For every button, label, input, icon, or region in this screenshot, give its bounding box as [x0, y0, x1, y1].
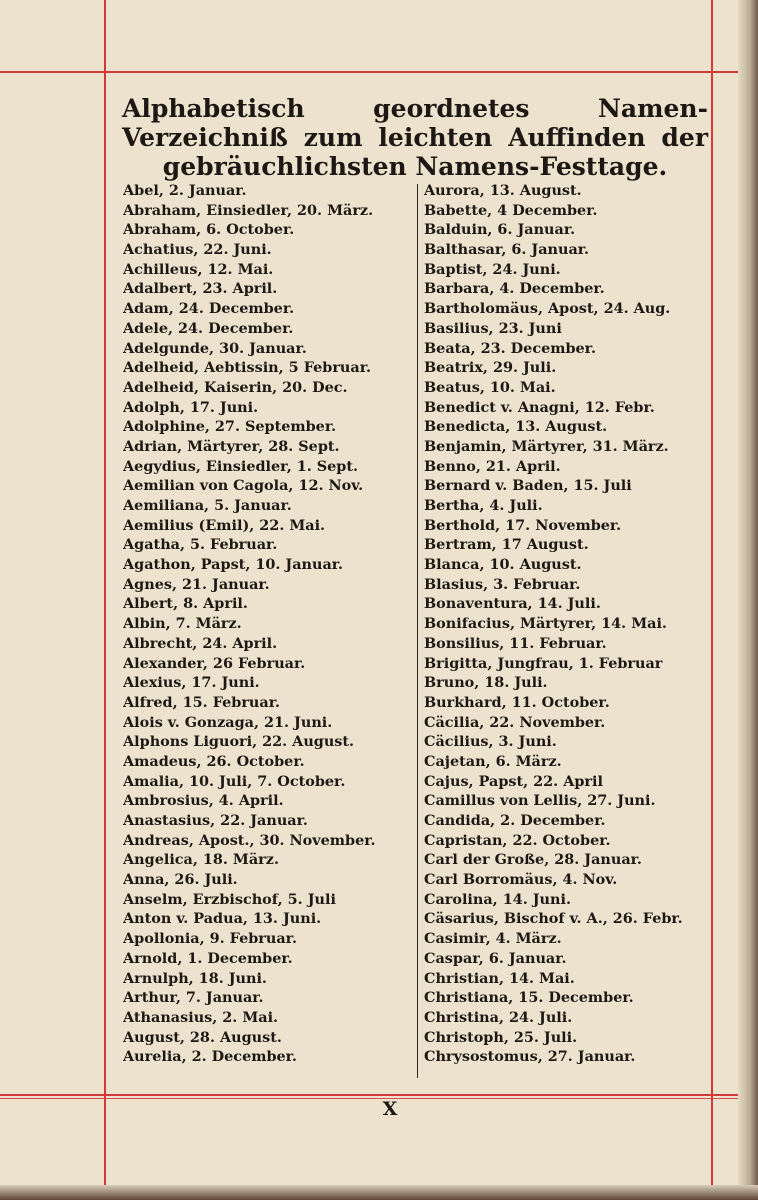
- name-day-entry: Balduin, 6. Januar.: [424, 221, 576, 239]
- name-day-entry: Berthold, 17. November.: [424, 516, 622, 534]
- name-day-entry: Amadeus, 26. October.: [123, 752, 305, 770]
- name-day-entry: Alfred, 15. Februar.: [123, 693, 280, 711]
- page-bottom-edge: [0, 1185, 758, 1200]
- name-day-entry: Christiana, 15. December.: [424, 989, 634, 1007]
- name-day-entry: Adolphine, 27. September.: [123, 418, 337, 436]
- name-day-entry: Christina, 24. Juli.: [424, 1008, 573, 1026]
- name-day-entry: Agathon, Papst, 10. Januar.: [123, 556, 344, 574]
- name-day-entry: Candida, 2. December.: [424, 812, 606, 829]
- name-day-entry: Abraham, Einsiedler, 20. März.: [123, 201, 374, 219]
- name-day-entry: Anna, 26. Juli.: [123, 871, 238, 889]
- name-day-entry: Anselm, Erzbischof, 5. Juli: [123, 890, 336, 908]
- column-divider: [417, 184, 418, 1078]
- name-day-entry: Arthur, 7. Januar.: [123, 989, 264, 1007]
- name-day-entry: Beata, 23. December.: [424, 339, 596, 357]
- name-day-entry: Achatius, 22. Juni.: [123, 241, 272, 259]
- name-day-entry: Casimir, 4. März.: [424, 930, 562, 948]
- name-day-entry: Bruno, 18. Juli.: [424, 674, 548, 692]
- name-day-entry: Christoph, 25. Juli.: [424, 1028, 578, 1046]
- name-day-entry: Baptist, 24. Juni.: [424, 260, 561, 278]
- name-day-entry: Babette, 4 December.: [424, 201, 598, 219]
- top-margin-rule: [0, 71, 738, 73]
- name-day-entry: Adele, 24. December.: [123, 319, 294, 337]
- name-day-entry: Arnold, 1. December.: [123, 949, 293, 967]
- name-day-entry: Bonsilius, 11. Februar.: [424, 634, 607, 652]
- name-day-entry: Brigitta, Jungfrau, 1. Februar: [424, 654, 663, 672]
- name-day-entry: Adelheid, Aebtissin, 5 Februar.: [123, 359, 371, 377]
- name-day-entry: Anastasius, 22. Januar.: [123, 812, 308, 829]
- name-day-entry: Benno, 21. April.: [424, 457, 561, 475]
- name-day-entry: August, 28. August.: [123, 1028, 282, 1046]
- name-day-entry: Chrysostomus, 27. Januar.: [424, 1048, 636, 1066]
- name-day-entry: Carl der Große, 28. Januar.: [424, 851, 642, 869]
- name-day-entry: Agnes, 21. Januar.: [123, 575, 270, 593]
- name-day-entry: Adrian, Märtyrer, 28. Sept.: [123, 437, 340, 455]
- name-day-entry: Angelica, 18. März.: [123, 851, 279, 869]
- name-day-entry: Alphons Liguori, 22. August.: [123, 733, 355, 751]
- name-day-entry: Adelheid, Kaiserin, 20. Dec.: [123, 378, 348, 396]
- page-edge-shadow: [738, 0, 758, 1200]
- name-day-entry: Aurora, 13. August.: [424, 182, 582, 199]
- name-day-entry: Capristan, 22. October.: [424, 831, 611, 849]
- left-name-column: [123, 181, 411, 1067]
- name-day-entry: Albin, 7. März.: [123, 615, 242, 633]
- name-day-entry: Bernard v. Baden, 15. Juli: [424, 477, 632, 495]
- right-name-column: [424, 181, 704, 1067]
- name-day-entry: Bonaventura, 14. Juli.: [424, 595, 601, 613]
- name-day-entry: Aemilian von Cagola, 12. Nov.: [123, 477, 364, 495]
- name-day-entry: Aemiliana, 5. Januar.: [123, 497, 292, 514]
- name-day-entry: Aurelia, 2. December.: [123, 1048, 297, 1066]
- name-day-entry: Agatha, 5. Februar.: [123, 536, 278, 554]
- name-day-entry: Achilleus, 12. Mai.: [123, 260, 274, 278]
- name-day-entry: Carl Borromäus, 4. Nov.: [424, 871, 618, 889]
- name-day-entry: Barbara, 4. December.: [424, 280, 605, 298]
- name-day-entry: Arnulph, 18. Juni.: [123, 969, 267, 987]
- right-margin-rule: [711, 0, 713, 1185]
- name-day-entry: Bertram, 17 August.: [424, 536, 589, 554]
- name-day-entry: Cäcilia, 22. November.: [424, 713, 606, 731]
- name-day-entry: Benedicta, 13. August.: [424, 418, 608, 436]
- page-title: Alphabetisch geordnetes Namen-Verzeichniß zum leichten Auffinden der gebräuchlichsten Namens-Festtage.: [122, 94, 708, 181]
- name-day-entry: Adalbert, 23. April.: [123, 280, 278, 298]
- name-day-entry: Christian, 14. Mai.: [424, 969, 575, 987]
- name-day-entry: Cäsarius, Bischof v. A., 26. Febr.: [424, 910, 683, 928]
- name-day-entry: Basilius, 23. Juni: [424, 319, 562, 337]
- name-day-entry: Cajus, Papst, 22. April: [424, 772, 603, 790]
- name-day-entry: Benjamin, Märtyrer, 31. März.: [424, 437, 669, 455]
- name-day-entry: Alois v. Gonzaga, 21. Juni.: [123, 713, 333, 731]
- name-day-entry: Cajetan, 6. März.: [424, 752, 562, 770]
- name-day-entry: Beatus, 10. Mai.: [424, 378, 556, 396]
- name-day-entry: Amalia, 10. Juli, 7. October.: [123, 772, 346, 790]
- name-day-entry: Bartholomäus, Apost, 24. Aug.: [424, 300, 671, 318]
- name-day-entry: Blanca, 10. August.: [424, 556, 582, 574]
- name-day-entry: Ambrosius, 4. April.: [123, 792, 284, 810]
- name-day-entry: Albrecht, 24. April.: [123, 634, 278, 652]
- bottom-margin-rule: [0, 1094, 738, 1096]
- name-day-entry: Aegydius, Einsiedler, 1. Sept.: [123, 457, 359, 475]
- name-day-entry: Bertha, 4. Juli.: [424, 497, 543, 514]
- name-day-entry: Abel, 2. Januar.: [123, 182, 247, 199]
- name-day-entry: Camillus von Lellis, 27. Juni.: [424, 792, 656, 810]
- name-day-entry: Athanasius, 2. Mai.: [123, 1008, 279, 1026]
- name-day-entry: Anton v. Padua, 13. Juni.: [123, 910, 322, 928]
- name-day-entry: Adam, 24. December.: [123, 300, 295, 318]
- name-day-entry: Apollonia, 9. Februar.: [123, 930, 297, 948]
- name-day-entry: Andreas, Apost., 30. November.: [123, 831, 376, 849]
- name-day-entry: Blasius, 3. Februar.: [424, 575, 581, 593]
- name-day-entry: Carolina, 14. Juni.: [424, 890, 571, 908]
- name-day-entry: Adolph, 17. Juni.: [123, 398, 259, 416]
- name-day-entry: Benedict v. Anagni, 12. Febr.: [424, 398, 655, 416]
- name-day-entry: Aemilius (Emil), 22. Mai.: [123, 516, 326, 534]
- name-day-entry: Beatrix, 29. Juli.: [424, 359, 557, 377]
- name-day-entry: Albert, 8. April.: [123, 595, 248, 613]
- name-day-entry: Caspar, 6. Januar.: [424, 949, 567, 967]
- page-number: X: [382, 1098, 398, 1120]
- name-day-entry: Cäcilius, 3. Juni.: [424, 733, 557, 751]
- name-day-entry: Alexius, 17. Juni.: [123, 674, 260, 692]
- name-day-entry: Bonifacius, Märtyrer, 14. Mai.: [424, 615, 667, 633]
- left-margin-rule: [104, 0, 106, 1185]
- name-day-entry: Burkhard, 11. October.: [424, 693, 610, 711]
- name-day-entry: Alexander, 26 Februar.: [123, 654, 306, 672]
- name-day-entry: Adelgunde, 30. Januar.: [123, 339, 307, 357]
- name-day-entry: Abraham, 6. October.: [123, 221, 295, 239]
- name-day-entry: Balthasar, 6. Januar.: [424, 241, 590, 259]
